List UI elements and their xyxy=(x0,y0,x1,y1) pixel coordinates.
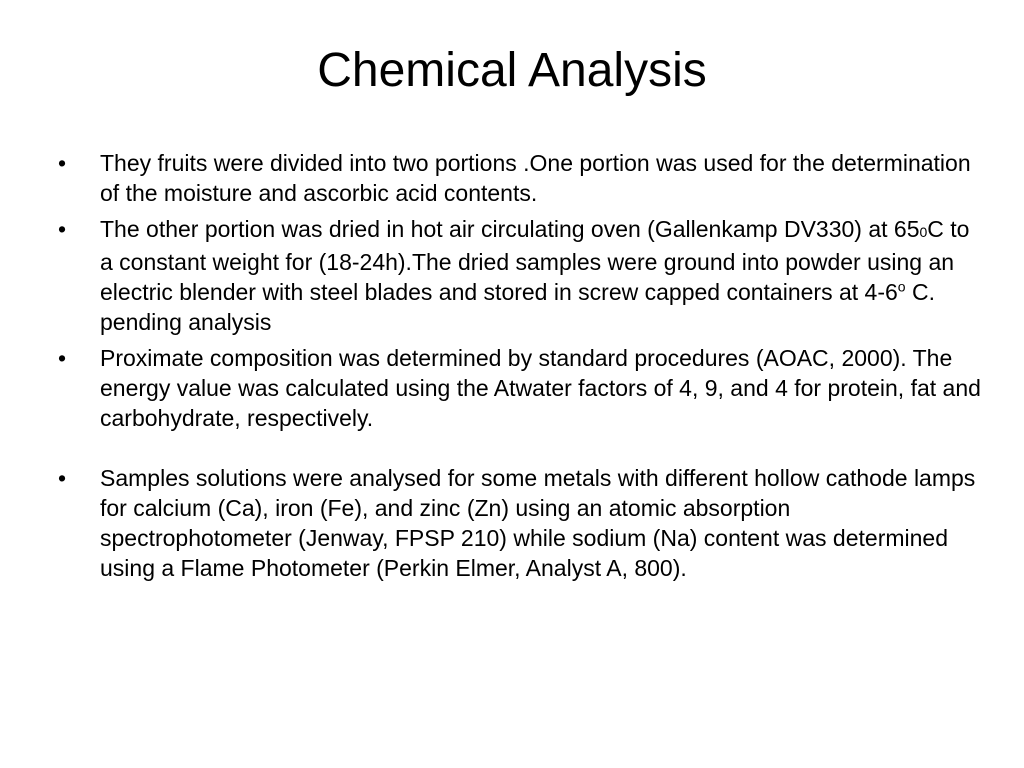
bullet-item xyxy=(58,148,988,208)
bullet-icon: • xyxy=(58,216,67,242)
bullet-icon: • xyxy=(58,150,67,176)
bullet-text: Proximate composition was determined by standard procedures (AOAC, 2000). The energy value was calculated using the Atwater factors of 4, 9, and 4 for protein, fat and carbohydrate, respectively. xyxy=(100,345,981,431)
bullet-icon: • xyxy=(58,465,67,491)
bullet-text-part: C to a constant weight for (18-24h).The dried samples were ground into powder using an electric blender with steel blades and stored in screw capped containers at 4-6 xyxy=(100,216,970,305)
slide-title: Chemical Analysis xyxy=(317,44,707,97)
bullet-text xyxy=(100,214,988,337)
bullet-item xyxy=(58,214,988,337)
bullet-text-part: The other portion was dried in hot air circulating oven (Gallenkamp DV330) at 65 xyxy=(100,216,920,242)
small-zero: 0 xyxy=(919,224,928,240)
bullet-list xyxy=(58,148,988,589)
bullet-text: They fruits were divided into two portions .One portion was used for the determination of the moisture and ascorbic acid contents. xyxy=(100,150,971,206)
bullet-item xyxy=(58,463,988,583)
bullet-text-part: C. pending analysis xyxy=(100,279,935,335)
bullet-text: Samples solutions were analysed for some metals with different hollow cathode lamps for calcium (Ca), iron (Fe), and zinc (Zn) using an atomic absorption spectrophotometer (Jenway, FPSP 210) while sodium (Na) content was determined using a Flame Photometer (Perkin Elmer, Analyst A, 800). xyxy=(100,465,976,581)
bullet-item xyxy=(58,343,988,433)
degree-superscript: o xyxy=(897,278,906,295)
bullet-icon: • xyxy=(58,345,67,371)
